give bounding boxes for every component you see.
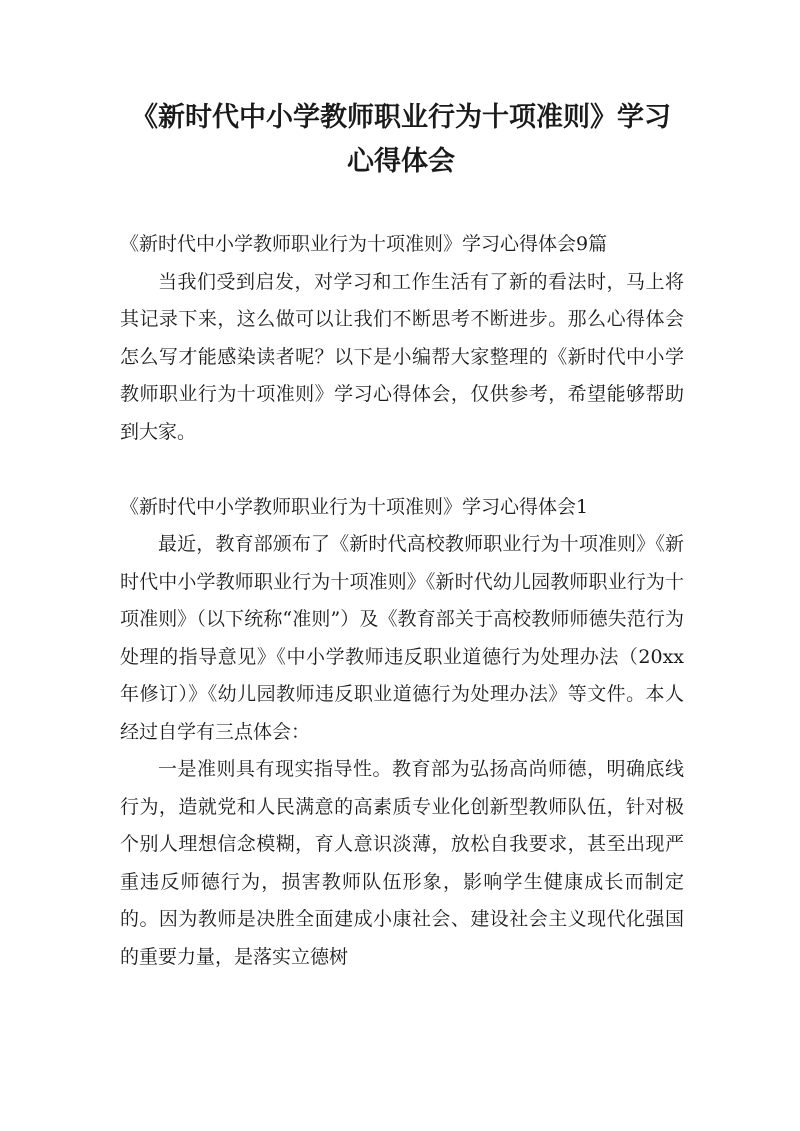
document-body bbox=[120, 226, 684, 976]
body-paragraph-1: 最近，教育部颁布了《新时代高校教师职业行为十项准则》《新时代中小学教师职业行为十项准则》《新时代幼儿园教师职业行为十项准则》（以下统称“准则”）及《教育部关于高校教师师德失范行为处理的指导意见》《中小学教师违反职业道德行为处理办法（20xx年修订）》《幼儿园教师违反职业道德行为处理办法》等文件。本人经过自学有三点体会： bbox=[120, 533, 684, 743]
document-title: 《新时代中小学教师职业行为十项准则》学习心得体会 bbox=[131, 102, 671, 177]
intro-paragraph: 当我们受到启发，对学习和工作生活有了新的看法时，马上将其记录下来，这么做可以让我们不断思考不断进步。那么心得体会怎么写才能感染读者呢？以下是小编帮大家整理的《新时代中小学教师职业行为十项准则》学习心得体会，仅供参考，希望能够帮助到大家。 bbox=[120, 270, 684, 443]
body-paragraph-2: 一是准则具有现实指导性。教育部为弘扬高尚师德，明确底线行为，造就党和人民满意的高素质专业化创新型教师队伍，针对极个别人理想信念模糊，育人意识淡薄，放松自我要求，甚至出现严重违反师德行为，损害教师队伍形象，影响学生健康成长而制定的。因为教师是决胜全面建成小康社会、建设社会主义现代化强国的重要力量，是落实立德树 bbox=[120, 758, 684, 968]
collection-heading: 《新时代中小学教师职业行为十项准则》学习心得体会9篇 bbox=[120, 233, 608, 255]
section-heading-1: 《新时代中小学教师职业行为十项准则》学习心得体会1 bbox=[120, 495, 589, 518]
paragraph-spacer bbox=[120, 451, 684, 489]
